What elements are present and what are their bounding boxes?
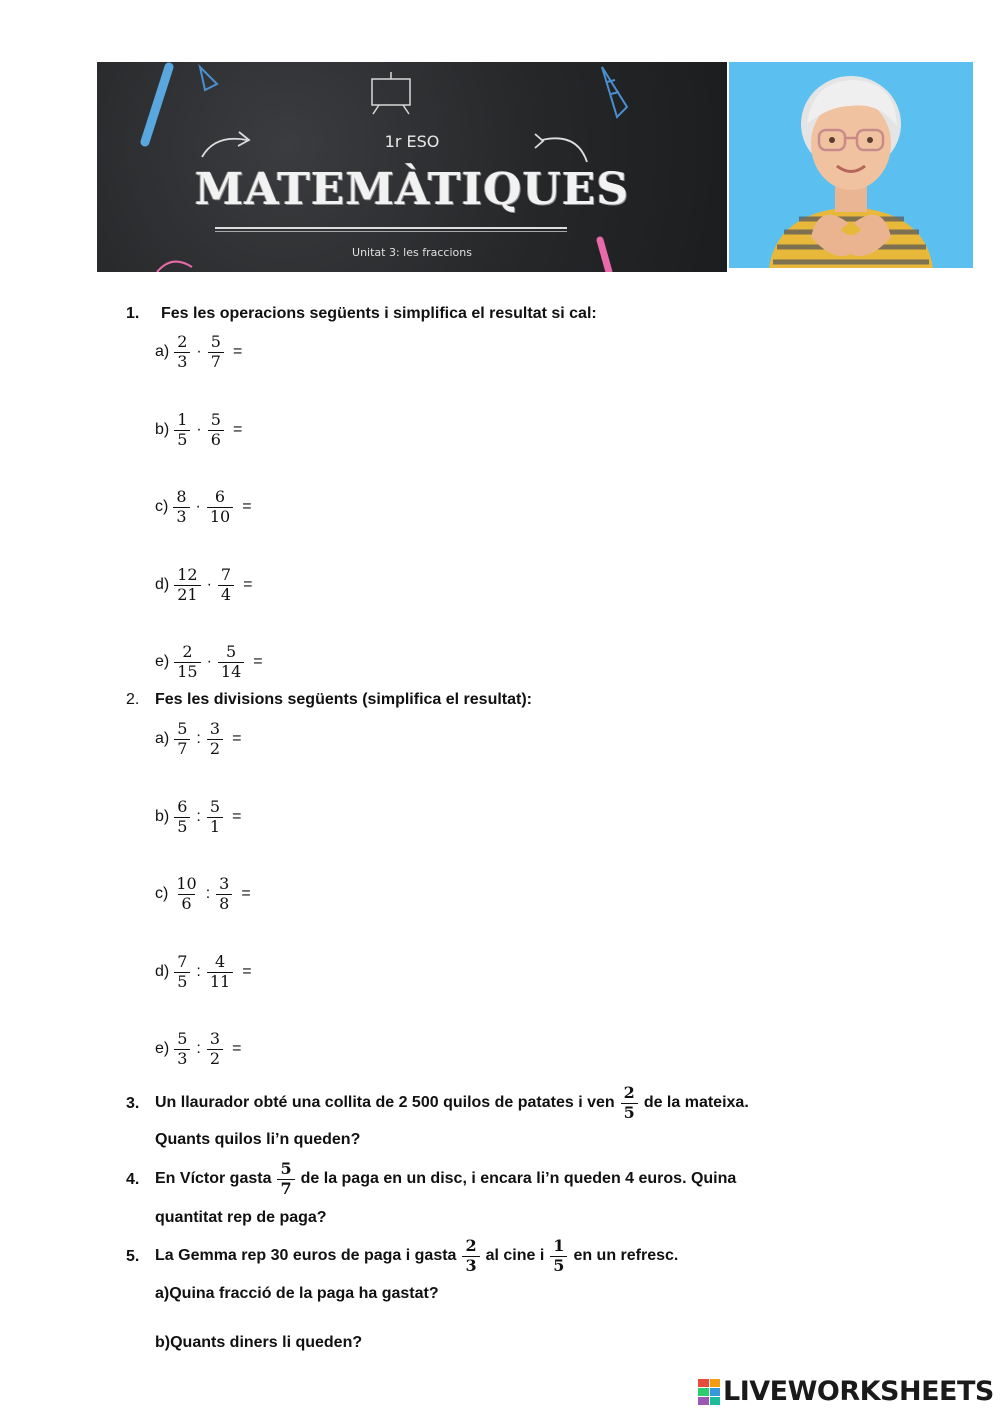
denominator: 6 [178,894,194,913]
equals-sign: = [241,885,251,902]
fraction-1 [174,953,190,991]
brand-name: LIVEWORKSHEETS [723,1376,994,1407]
q2-number: 2. [126,691,140,708]
fraction-1 [174,720,190,758]
operator: : [196,1040,201,1057]
numerator: 2 [465,1236,477,1256]
numerator: 1 [553,1236,565,1256]
fraction-2 [207,1030,223,1068]
numerator: 10 [176,874,197,894]
numerator: 4 [214,952,226,972]
denominator: 10 [207,507,233,526]
q4-number: 4. [126,1171,140,1188]
q2-item-c [155,872,251,916]
numerator: 7 [220,565,232,585]
unit-label: Unitat 3: les fraccions [352,246,472,259]
item-label: e) [155,1040,170,1057]
denominator: 3 [173,507,189,526]
numerator: 5 [177,1029,188,1049]
grade-label: 1r ESO [384,132,440,151]
fraction-2 [218,643,244,681]
fraction-1 [174,566,200,604]
equals-sign: = [242,498,252,515]
denominator: 5 [621,1103,638,1122]
operator: : [196,808,201,825]
logo-mark-icon [698,1379,720,1405]
q1-item-b [155,408,242,452]
q3-line1 [155,1078,749,1128]
denominator: 2 [207,739,223,758]
fraction-2 [208,411,224,449]
item-label: a) [155,343,170,360]
numerator: 3 [209,1029,221,1049]
q5-text-before: La Gemma rep 30 euros de paga i gasta [155,1247,457,1264]
numerator: 5 [210,332,221,352]
denominator: 4 [218,585,234,604]
q4-text-before: En Víctor gasta [155,1170,272,1187]
q2-prompt: Fes les divisions següents (simplifica el resultat): [155,691,533,708]
q4-line2: quantitat rep de paga? [155,1209,327,1226]
triangle-ruler-icon [200,67,217,90]
numerator: 2 [177,332,188,352]
q5-number: 5. [126,1248,140,1265]
item-label: b) [155,421,170,438]
denominator: 3 [462,1256,479,1275]
q5-sub-a: a)Quina fracció de la paga ha gastat? [155,1285,439,1302]
item-label: c) [155,498,169,515]
ruler-icon [602,67,627,117]
item-label: b) [155,808,170,825]
equals-sign: = [243,576,253,593]
fraction-1 [173,875,199,913]
q5-fraction-1 [462,1237,479,1275]
q2-item-a [155,717,241,761]
equals-sign: = [232,421,243,438]
q5-text-after: en un refresc. [573,1247,679,1264]
fraction-2 [208,333,224,371]
blue-chalk-icon [145,67,169,142]
operator: · [196,343,202,360]
operator: · [206,653,212,670]
denominator: 21 [174,585,200,604]
q1-item-c [155,485,252,529]
denominator: 7 [208,352,224,371]
item-label: e) [155,653,170,670]
q5-sub-b: b)Quants diners li queden? [155,1334,363,1351]
denominator: 3 [174,352,190,371]
numerator: 3 [219,874,230,894]
numerator: 8 [176,487,187,507]
operator: · [195,498,201,515]
numerator: 6 [214,487,226,507]
item-label: c) [155,885,169,902]
fraction-2 [207,720,223,758]
equals-sign: = [232,343,243,360]
operator: : [205,885,211,902]
fraction-2 [216,875,232,913]
operator: : [196,730,201,747]
q4-fraction [277,1160,294,1198]
denominator: 6 [208,430,224,449]
operator: · [196,421,202,438]
operator: · [206,576,212,593]
q5-fraction-2 [550,1237,567,1275]
q4-text-after: de la paga en un disc, i encara li’n queden 4 euros. Quina [300,1170,737,1187]
item-label: d) [155,576,170,593]
q3-line2: Quants quilos li’n queden? [155,1131,361,1148]
q3-text-before: Un llaurador obté una collita de 2 500 quilos de patates i ven [155,1094,615,1111]
numerator: 12 [177,565,198,585]
denominator: 15 [174,662,200,681]
fraction-2 [207,798,223,836]
q5-line1 [155,1231,678,1281]
denominator: 5 [174,817,190,836]
numerator: 2 [623,1083,635,1103]
equals-sign: = [232,730,242,747]
fraction-1 [174,1030,190,1068]
fraction-2 [207,953,233,991]
q2-item-e [155,1027,241,1071]
q2-item-d [155,950,252,994]
denominator: 7 [174,739,190,758]
numerator: 5 [209,797,221,817]
fraction-2 [207,488,233,526]
denominator: 14 [218,662,244,681]
equals-sign: = [242,963,252,980]
fraction-1 [174,333,190,371]
denominator: 11 [207,972,233,991]
header-banner [97,62,727,272]
fraction-1 [174,798,190,836]
denominator: 2 [207,1049,223,1068]
denominator: 3 [174,1049,190,1068]
fraction-1 [174,643,200,681]
numerator: 5 [226,642,237,662]
denominator: 1 [207,817,223,836]
numerator: 3 [209,719,221,739]
numerator: 6 [177,797,188,817]
equals-sign: = [232,808,242,825]
avatar [729,62,973,268]
liveworksheets-logo[interactable] [698,1376,994,1407]
banner-title: MATEMÀTIQUES [194,164,630,215]
item-label: d) [155,963,170,980]
q3-fraction [621,1084,638,1122]
avatar-illustration-icon [729,62,973,268]
numerator: 5 [177,719,188,739]
numerator: 5 [210,410,221,430]
equals-sign: = [232,1040,242,1057]
equals-sign: = [253,653,263,670]
q1-prompt: Fes les operacions següents i simplifica el resultat si cal: [161,305,597,322]
numerator: 2 [182,642,193,662]
operator: : [196,963,201,980]
denominator: 5 [174,972,190,991]
item-label: a) [155,730,170,747]
numerator: 7 [177,952,188,972]
q2-item-b [155,795,241,839]
q1-item-e [155,640,263,684]
easel-icon [372,72,410,114]
q3-text-after: de la mateixa. [643,1094,749,1111]
numerator: 1 [177,410,188,430]
fraction-1 [173,488,189,526]
denominator: 7 [277,1179,294,1198]
fraction-1 [174,411,190,449]
q4-line1 [155,1154,736,1204]
denominator: 5 [174,430,190,449]
fraction-2 [218,566,234,604]
q1-item-a [155,330,242,374]
denominator: 8 [216,894,232,913]
q1-number: 1. [126,305,140,322]
numerator: 5 [280,1159,292,1179]
q5-text-mid: al cine i [485,1247,545,1264]
denominator: 5 [550,1256,567,1275]
q3-number: 3. [126,1095,140,1112]
q1-item-d [155,563,252,607]
